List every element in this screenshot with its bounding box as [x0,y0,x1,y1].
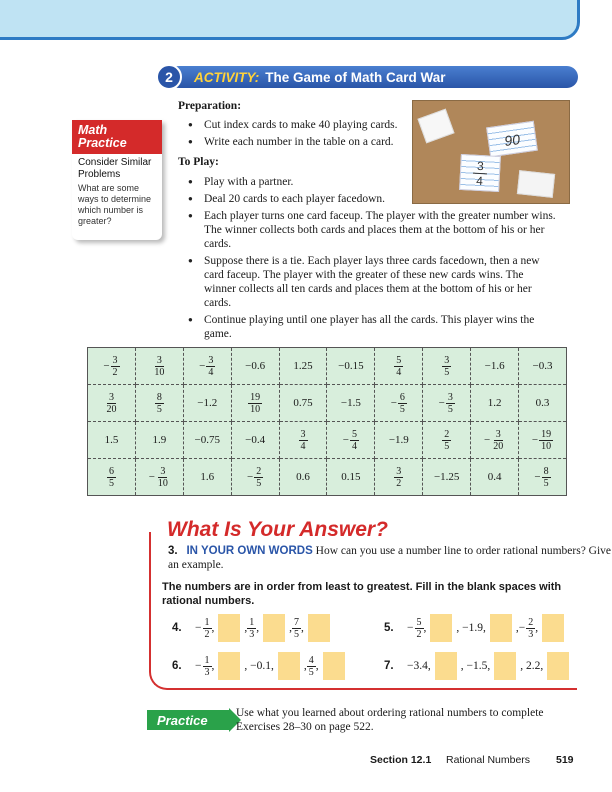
exercise-4 [172,614,333,642]
table-cell: 1.5 [88,422,136,459]
preparation-list [178,118,418,152]
value: , 7 5 , [289,616,304,640]
math-practice-header: Math Practice [72,120,162,154]
value: , 4 5 , [303,654,319,678]
table-cell: 3 2 [375,459,423,496]
exercise-5 [384,614,567,642]
wiya-title: What Is Your Answer? [164,518,391,542]
table-cell: − $\frac{5}{4}$ [327,422,375,459]
list-item: ● Play with a partner. [178,175,558,189]
activity-title: The Game of Math Card War [265,69,446,85]
table-cell: −1.9 [375,422,423,459]
table-cell: 3 5 [423,348,471,385]
table-cell: 3 10 [135,348,183,385]
table-cell: −1.2 [183,385,231,422]
table-cell: 3 20 [88,385,136,422]
answer-blank[interactable] [278,652,300,680]
value: , −0.1, [244,660,274,672]
value: , 2.2, [520,660,544,672]
table-cell: −0.15 [327,348,375,385]
value: − $\frac{1}{3}$ , [195,654,215,678]
footer-title: Rational Numbers [446,754,531,766]
exercise-label: 6. [172,660,182,672]
table-cell: 6 5 [88,459,136,496]
value: − $\frac{5}{2}$ , [407,616,427,640]
value: , −1.5, [460,660,491,672]
table-cell: − $\frac{3}{5}$ [423,385,471,422]
answer-blank[interactable] [430,614,452,642]
list-item: ● Continue playing until one player has all the cards. This player wins the game. [178,313,558,341]
table-row [88,348,567,385]
card-number-table [87,347,567,496]
table-cell: 0.15 [327,459,375,496]
table-cell: 2 5 [423,422,471,459]
list-item: ● Cut index cards to make 40 playing cards. [178,118,418,132]
value: , 1 3 , [244,616,260,640]
question-text: How can you use a number line to order rational numbers? Give an example. [168,545,612,571]
table-cell: − $\frac{6}{5}$ [375,385,423,422]
answer-blank[interactable] [308,614,330,642]
table-cell: −1.5 [327,385,375,422]
table-cell: −0.75 [183,422,231,459]
table-cell: 0.6 [279,459,327,496]
practice-arrow-tag: Practice [147,710,229,730]
photo-card-ninety: 90 [486,121,538,157]
table-cell: 0.4 [471,459,519,496]
answer-blank[interactable] [435,652,457,680]
activity-number-badge: 2 [156,64,182,90]
table-cell: 1.25 [279,348,327,385]
to-play-heading: To Play: [178,156,219,168]
preparation-heading: Preparation: [178,100,242,112]
table-cell: 19 10 [231,385,279,422]
activity-label: ACTIVITY: [194,69,260,85]
table-cell: −1.25 [423,459,471,496]
exercise-label: 5. [384,622,394,634]
page-number: 519 [556,754,574,766]
table-row [88,459,567,496]
answer-blank[interactable] [542,614,564,642]
value: −3.4, [407,660,431,672]
answer-blank[interactable] [218,652,240,680]
list-item: ● Write each number in the table on a card. [178,135,418,149]
table-cell: 1.9 [135,422,183,459]
answer-blank[interactable] [490,614,512,642]
table-cell: −0.4 [231,422,279,459]
answer-blank[interactable] [494,652,516,680]
list-item: ● Suppose there is a tie. Each player lays three cards facedown, then a new card faceup. The player with the greater of these new cards wins. The winner collects all ten cards and places them at the bottom of his or her cards. [178,254,558,310]
exercise-label: 7. [384,660,394,672]
table-cell: −0.3 [519,348,567,385]
question-number: 3. [168,545,178,557]
table-cell: 0.3 [519,385,567,422]
instructions: The numbers are in order from least to greatest. Fill in the blank spaces with rational numbers. [162,581,562,607]
photo-card-fraction: 3 4 [459,154,501,192]
list-item: ● Deal 20 cards to each player facedown. [178,192,558,206]
table-cell: − $\frac{3}{20}$ [471,422,519,459]
answer-blank[interactable] [323,652,345,680]
table-cell: 1.2 [471,385,519,422]
value: , − $\frac{2}{3}$ , [515,616,539,640]
math-practice-subtitle: Consider Similar Problems [78,157,152,180]
top-banner [0,0,580,40]
table-cell: 1.6 [183,459,231,496]
table-cell: − $\frac{8}{5}$ [519,459,567,496]
exercise-label: 4. [172,622,182,634]
table-cell: −0.6 [231,348,279,385]
in-your-own-words-label: IN YOUR OWN WORDS [186,545,313,557]
value: , −1.9, [456,622,486,634]
value: − $\frac{1}{2}$ , [195,616,215,640]
table-cell: − $\frac{3}{2}$ [88,348,136,385]
answer-blank[interactable] [263,614,285,642]
exercise-6 [172,652,348,680]
table-cell: 0.75 [279,385,327,422]
table-cell: 5 4 [375,348,423,385]
answer-blank[interactable] [218,614,240,642]
table-cell: − $\frac{2}{5}$ [231,459,279,496]
math-practice-box [72,120,162,240]
table-cell: − $\frac{3}{10}$ [135,459,183,496]
table-row [88,385,567,422]
table-cell: −1.6 [471,348,519,385]
table-row [88,422,567,459]
footer-section: Section 12.1 [370,754,432,766]
table-cell: 8 5 [135,385,183,422]
list-item: ● Each player turns one card faceup. The player with the greater number wins. The winner collects both cards and places them at the bottom of his or her cards. [178,209,558,251]
exercise-7 [384,652,572,680]
question-3 [168,544,612,572]
math-practice-body: What are some ways to determine which number is greater? [78,183,152,226]
activity-header [168,66,578,88]
table-cell: − $\frac{3}{4}$ [183,348,231,385]
table-cell: 3 4 [279,422,327,459]
practice-text: Use what you learned about ordering rational numbers to complete Exercises 28–30 on page 522. [236,707,544,733]
photo-card [517,170,555,198]
answer-blank[interactable] [547,652,569,680]
table-cell: − $\frac{19}{10}$ [519,422,567,459]
